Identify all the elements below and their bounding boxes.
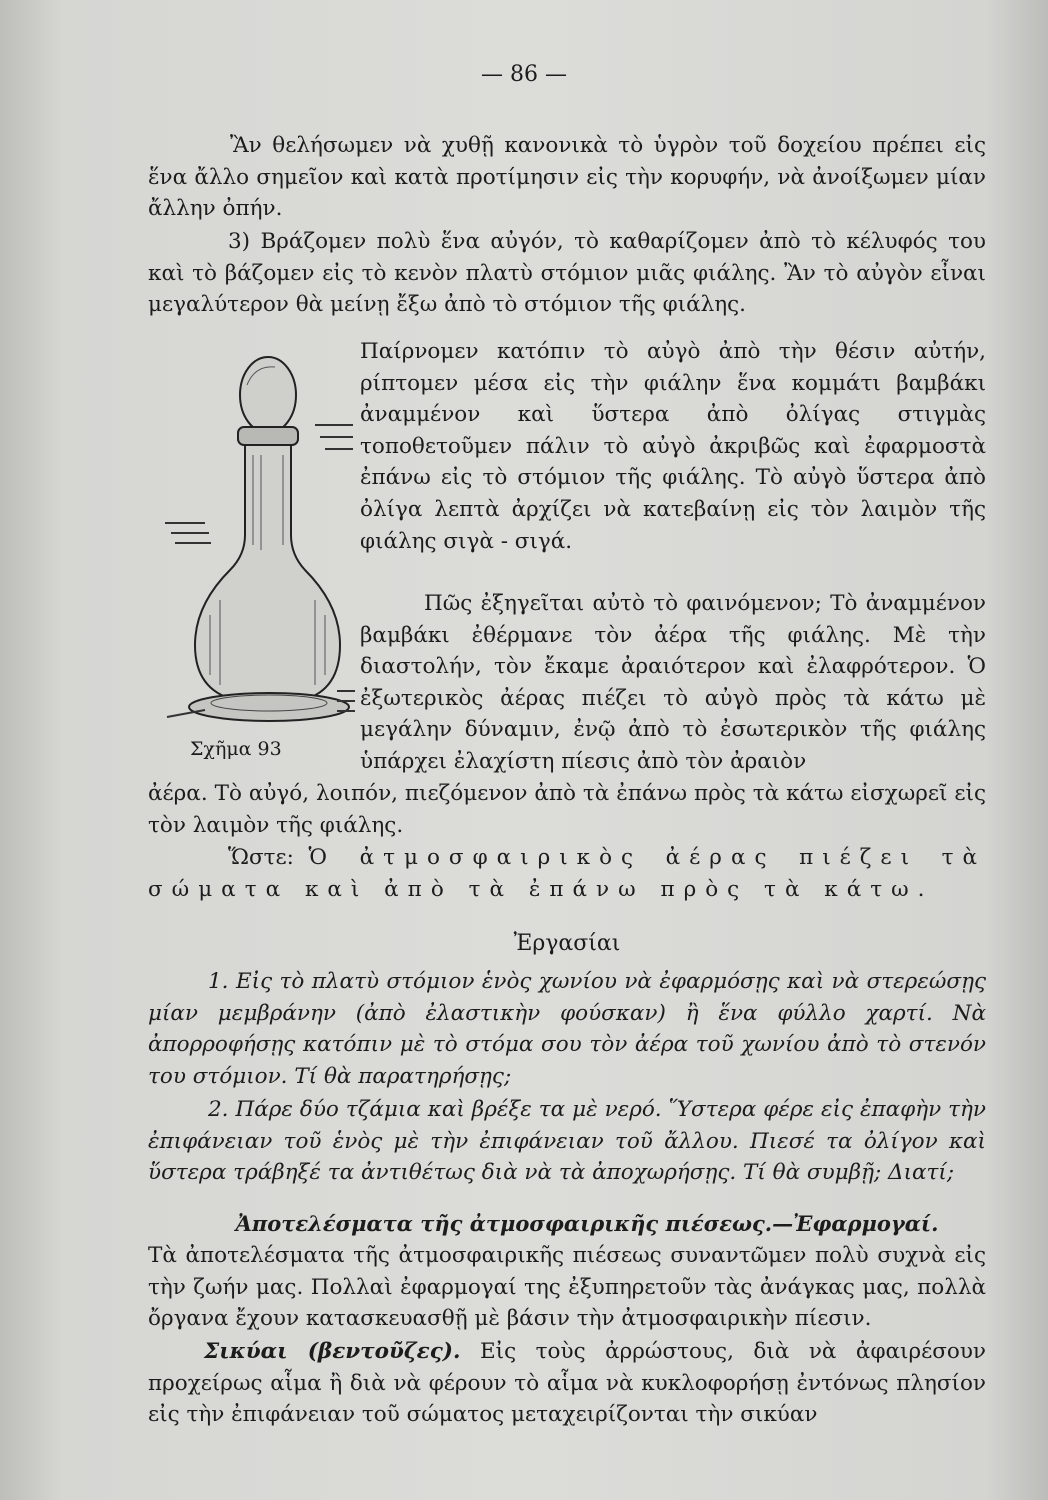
paragraph-experiment-3-continued: Παίρνομεν κατόπιν τὸ αὐγὸ ἀπὸ τὴν θέσιν αὐτήν, ρίπτομεν μέσα εἰς τὴν φιάλην ἕνα κομμάτι βαμβάκι ἀναμμένον καὶ ὕστερα ἀπὸ ὀλίγας στιγμὰς τοποθετοῦμεν πάλιν τὸ αὐγὸ ἀκριβῶς καὶ ἐφαρμοστὰ ἐπάνω εἰς τὸ στόμιον τῆς φιάλης. Τὸ αὐγὸ ὕστερα ἀπὸ ὀλίγα λεπτὰ ἀρχίζει νὰ κατεβαίνῃ εἰς τὸν λαιμὸν τῆς φιάλης σιγὰ - σιγά.: [360, 339, 986, 554]
bottle-figure: [165, 355, 355, 749]
bottle-with-egg-illustration: [165, 355, 355, 745]
paragraph-experiment-3: 3) Βράζομεν πολὺ ἕνα αὐγόν, τὸ καθαρίζομεν ἀπὸ τὸ κέλυφός του καὶ τὸ βάζομεν εἰς τὸ κενὸν πλατὺ στόμιον μιᾶς φιάλης. Ἂν τὸ αὐγὸν εἶναι μεγαλύτερον θὰ μείνῃ ἔξω ἀπὸ τὸ στόμιον τῆς φιάλης.: [148, 229, 986, 318]
exercise-1: 1. Εἰς τὸ πλατὺ στόμιον ἑνὸς χωνίου νὰ ἐφαρμόσῃς καὶ νὰ στερεώσῃς μίαν μεμβράνην (ἀπὸ ἐλαστικὴν φούσκαν) ἢ ἕνα φύλλο χαρτί. Νὰ ἀπορροφήσῃς κατόπιν μὲ τὸ στόμα σου τὸν ἀέρα τοῦ χωνίου ἀπὸ τὸ στενόν του στόμιον. Τί θὰ παρατηρήσῃς;: [148, 969, 986, 1089]
cupping-heading: Σικύαι (βεντοῦζες).: [204, 1339, 461, 1364]
figure-caption: Σχῆμα 93: [190, 738, 282, 760]
paragraph-explanation-continued: ἀέρα. Τὸ αὐγό, λοιπόν, πιεζόμενον ἀπὸ τὰ ἐπάνω πρὸς τὰ κάτω εἰσχωρεῖ εἰς τὸν λαιμὸν τῆς φιάλης.: [148, 781, 986, 838]
cupping-text: Εἰς τοὺς ἀρρώστους, διὰ νὰ ἀφαιρέσουν προχείρως αἷμα ἢ διὰ νὰ φέρουν τὸ αἷμα νὰ κυκλοφορήσῃ ἐντόνως πλησίον εἰς τὴν ἐπιφάνειαν τοῦ σώματος μεταχειρίζονται τὴν σικύαν: [148, 1339, 986, 1428]
page-number: — 86 —: [481, 62, 567, 87]
cupping-paragraph: [148, 1336, 986, 1431]
exercise-2: 2. Πάρε δύο τζάμια καὶ βρέξε τα μὲ νερό. Ὕστερα φέρε εἰς ἐπαφὴν τὴν ἐπιφάνειαν τοῦ ἑνὸς μὲ τὴν ἐπιφάνειαν τοῦ ἄλλου. Πιεσέ τα ὀλίγον καὶ ὕστερα τράβηξέ τα ἀντιθέτως διὰ νὰ τὰ ἀποχωρήσῃς. Τί θὰ συμβῇ; Διατί;: [148, 1097, 986, 1186]
paragraph-intro: Ἂν θελήσωμεν νὰ χυθῇ κανονικὰ τὸ ὑγρὸν τοῦ δοχείου πρέπει εἰς ἕνα ἄλλο σημεῖον καὶ κατὰ προτίμησιν εἰς τὴν κορυφήν, νὰ ἀνοίξωμεν μίαν ἄλλην ὀπήν.: [148, 133, 986, 222]
conclusion-text: Ὁ ἀτμοσφαιρικὸς ἀέρας πιέζει τὰ σώματα καὶ ἀπὸ τὰ ἐπάνω πρὸς τὰ κάτω.: [148, 845, 986, 902]
conclusion: [148, 842, 986, 905]
section-paragraph: Τὰ ἀποτελέσματα τῆς ἀτμοσφαιρικῆς πιέσεως συναντῶμεν πολὺ συχνὰ εἰς τὴν ζωήν μας. Πολλαὶ ἐφαρμογαί της ἐξυπηρετοῦν τὰς ἀνάγκας μας, πολλὰ ὄργανα ἔχουν κατασκευασθῇ μὲ βάσιν τὴν ἀτμοσφαιρικὴν πίεσιν.: [148, 1243, 986, 1332]
conclusion-prefix: Ὥστε:: [228, 845, 309, 870]
exercises-heading: Ἐργασίαι: [513, 931, 621, 956]
section-heading: Ἀποτελέσματα τῆς ἀτμοσφαιρικῆς πιέσεως.—Ἐφαρμογαί.: [235, 1211, 939, 1236]
paragraph-explanation: Πῶς ἐξηγεῖται αὐτὸ τὸ φαινόμενον; Τὸ ἀναμμένον βαμβάκι ἐθέρμανε τὸν ἀέρα τῆς φιάλης. Μὲ τὴν διαστολήν, τὸν ἔκαμε ἀραιότερον καὶ ἐλαφρότερον. Ὁ ἐξωτερικὸς ἀέρας πιέζει τὸ αὐγὸ πρὸς τὰ κάτω μὲ μεγάλην δύναμιν, ἐνῷ ἀπὸ τὸ ἐσωτερικὸν τῆς φιάλης ὑπάρχει ἐλαχίστη πίεσις ἀπὸ τὸν ἀραιὸν: [360, 591, 986, 774]
